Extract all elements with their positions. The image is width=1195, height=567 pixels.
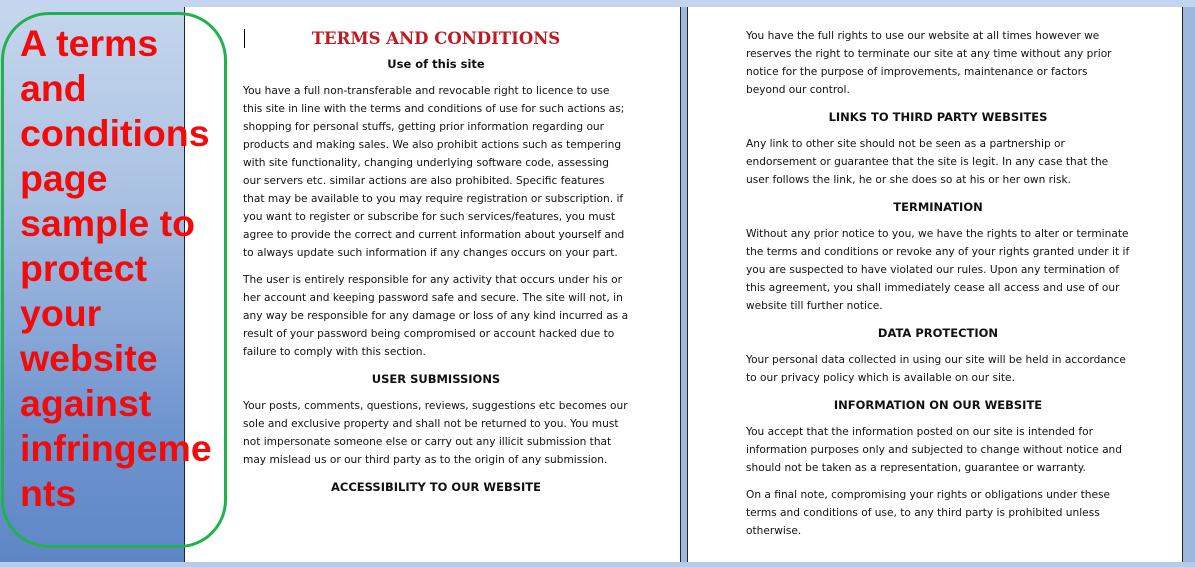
paragraph-information-1: You accept that the information posted on our site is intended for information purposes only and subjected to change without notice and should not be taken as a representation, guarantee or warranty. [746,426,1122,474]
section-heading-termination: TERMINATION [893,200,983,214]
annotation-caption: A terms and conditions page sample to protect your website against infringeme nts [20,22,212,514]
paragraph-use-of-site-2: The user is entirely responsible for any activity that occurs under his or her account and keeping password safe and secure. The site will not, in any way be responsible for any damage or loss of any kind incurred as a result of your password being compromised or account hacked due to failure to comply with this section. [243,274,629,358]
section-heading-third-party-links: LINKS TO THIRD PARTY WEBSITES [828,110,1048,124]
section-heading-accessibility: ACCESSIBILITY TO OUR WEBSITE [331,480,541,494]
annotation-highlight-oval [1,12,227,548]
paragraph-user-submissions: Your posts, comments, questions, reviews, suggestions etc becomes our sole and exclusive property and shall not be returned to you. You must not impersonate someone else or carry out any illicit submission that may mislead us or our third party as to the origin of any submission. [243,400,628,466]
paragraph-third-party-links: Any link to other site should not be seen as a partnership or endorsement or guarantee that the site is legit. In any case that the user follows the link, he or she does so at his or her own risk. [746,138,1109,186]
paragraph-information-2: On a final note, compromising your rights or obligations under these terms and conditions of use, to any third party is prohibited unless otherwise. [746,489,1111,537]
text-cursor [244,29,245,48]
section-heading-user-submissions: USER SUBMISSIONS [371,372,501,386]
paragraph-data-protection: Your personal data collected in using our site will be held in accordance to our privacy policy which is available on our site. [746,354,1126,384]
page-2-content [746,27,1130,549]
paragraph-use-of-site-1: You have a full non-transferable and revocable right to licence to use this site in line with the terms and conditions of use for such actions as; shopping for personal stuffs, getting prior information regarding our products and making sales. We also prohibit actions such as tempering with site functionality, changing underlying software code, assessing our servers etc. similar actions are also prohibited. Specific features that may be available to you may require registration or subscription. if you want to register or subscribe for such services/features, you must agree to provide the correct and current information about yourself and to always update such information if any changes occurs on your part. [243,85,625,259]
paragraph-termination: Without any prior notice to you, we have the rights to alter or terminate the terms and conditions or revoke any of your rights granted under it if you are suspected to have violated our rules. Upon any termination of this agreement, you shall immediately cease all access and use of our website till further notice. [746,228,1130,312]
bottom-strip [0,562,1195,567]
top-ruler-strip [0,0,1195,7]
document-title: TERMS AND CONDITIONS [243,28,629,50]
section-heading-data-protection: DATA PROTECTION [877,326,999,340]
document-page-1[interactable] [184,7,681,562]
paragraph-accessibility-intro: You have the full rights to use our website at all times however we reserves the right to terminate our site at any time without any prior notice for the purpose of improvements, maintenance or factors beyond our control. [746,30,1112,96]
section-heading-information: INFORMATION ON OUR WEBSITE [833,398,1043,412]
section-heading-use-of-site: Use of this site [387,57,485,71]
page-1-content [243,16,629,505]
document-page-2[interactable] [687,7,1183,562]
